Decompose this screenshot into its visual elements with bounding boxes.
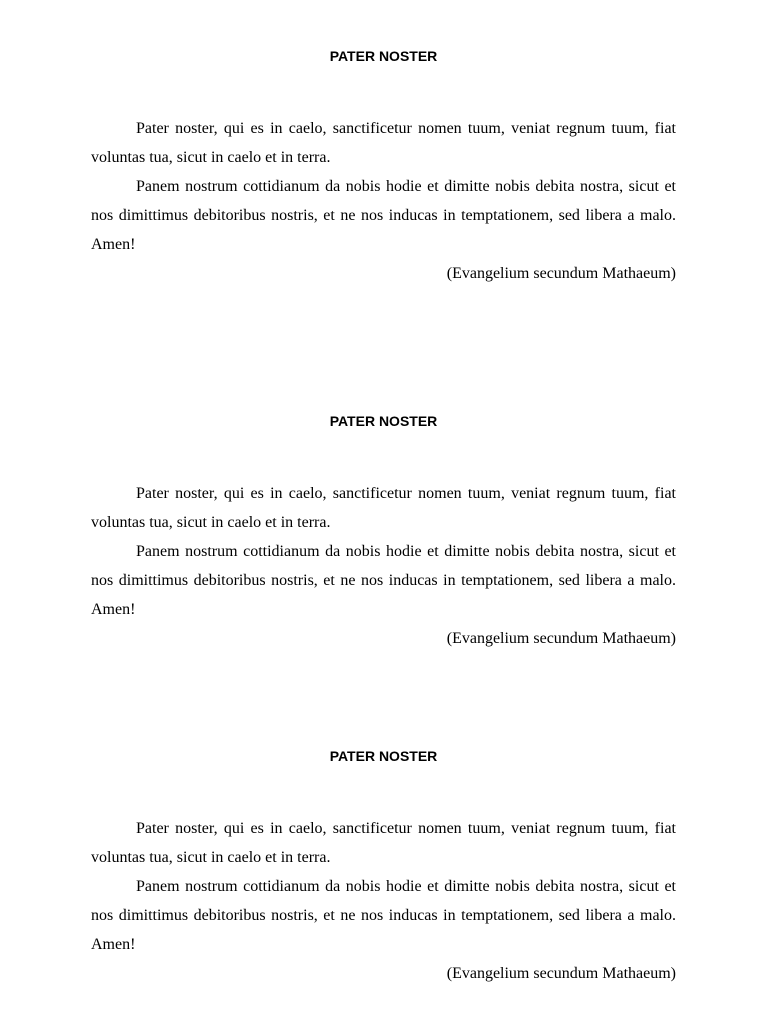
- prayer-block-1: [91, 45, 676, 288]
- prayer-title: PATER NOSTER: [329, 748, 438, 764]
- prayer-paragraph-2: Panem nostrum cottidianum da nobis hodie et dimitte nobis debita nostra, sicut et nos dimittimus debitoribus nostris, et ne nos inducas in temptationem, sed libera a malo. Amen!: [91, 878, 676, 953]
- prayer-title: PATER NOSTER: [329, 413, 438, 429]
- prayer-title: PATER NOSTER: [329, 48, 438, 64]
- prayer-paragraph-1: Pater noster, qui es in caelo, sanctificetur nomen tuum, veniat regnum tuum, fiat voluntas tua, sicut in caelo et in terra.: [91, 120, 676, 166]
- prayer-paragraph-2: Panem nostrum cottidianum da nobis hodie et dimitte nobis debita nostra, sicut et nos dimittimus debitoribus nostris, et ne nos inducas in temptationem, sed libera a malo. Amen!: [91, 178, 676, 253]
- prayer-paragraph-1: Pater noster, qui es in caelo, sanctificetur nomen tuum, veniat regnum tuum, fiat voluntas tua, sicut in caelo et in terra.: [91, 485, 676, 531]
- prayer-paragraph-1: Pater noster, qui es in caelo, sanctificetur nomen tuum, veniat regnum tuum, fiat voluntas tua, sicut in caelo et in terra.: [91, 820, 676, 866]
- prayer-source: (Evangelium secundum Mathaeum): [446, 265, 676, 282]
- prayer-block-2: [91, 410, 676, 653]
- prayer-source: (Evangelium secundum Mathaeum): [446, 965, 676, 982]
- prayer-paragraph-2: Panem nostrum cottidianum da nobis hodie et dimitte nobis debita nostra, sicut et nos dimittimus debitoribus nostris, et ne nos inducas in temptationem, sed libera a malo. Amen!: [91, 543, 676, 618]
- prayer-source: (Evangelium secundum Mathaeum): [446, 630, 676, 647]
- prayer-block-3: [91, 745, 676, 988]
